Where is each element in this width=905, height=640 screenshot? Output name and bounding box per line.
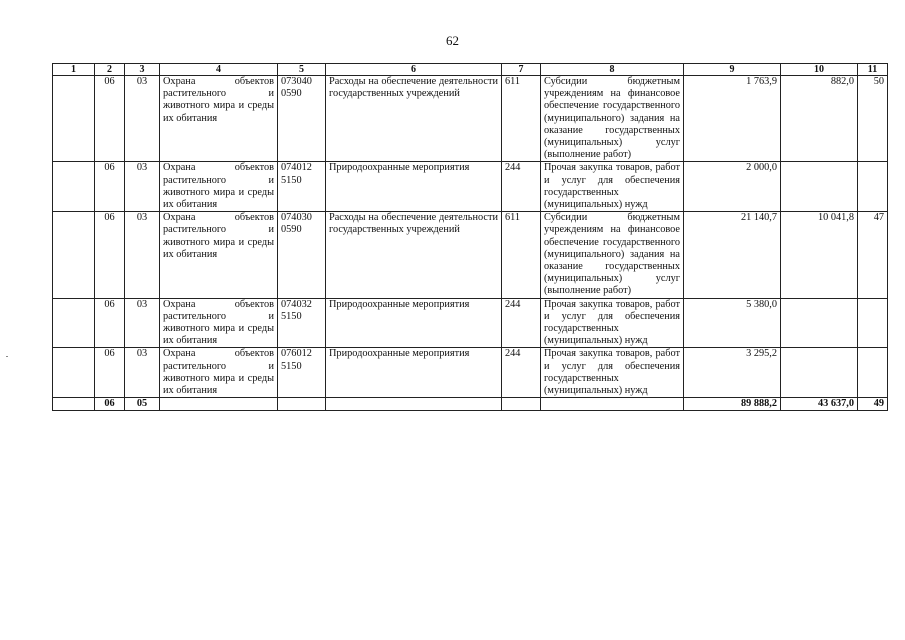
cell-expense-name: Субсидии бюджетным учреждениям на финансовое обеспечение государственного (муниципального) задания на оказание государственных (муниципальных) услуг (выполнение работ) xyxy=(541,212,684,298)
cell-col1 xyxy=(53,298,95,348)
cell-target-name: Расходы на обеспечение деятельности государственных учреждений xyxy=(326,76,502,162)
cell-percent xyxy=(858,162,888,212)
header-cell: 4 xyxy=(160,64,278,76)
header-cell: 2 xyxy=(95,64,125,76)
cell-subsection: 03 xyxy=(125,212,160,298)
cell-section: 06 xyxy=(95,162,125,212)
cell-section-name: Охрана объектов растительного и животного мира и среды их обитания xyxy=(160,298,278,348)
cell-target-code: 076012 5150 xyxy=(278,348,326,398)
scan-mark xyxy=(6,356,8,357)
cell-percent: 50 xyxy=(858,76,888,162)
total-actual: 43 637,0 xyxy=(781,398,858,411)
header-cell: 6 xyxy=(326,64,502,76)
cell-section-name: Охрана объектов растительного и животного мира и среды их обитания xyxy=(160,348,278,398)
cell-subsection: 03 xyxy=(125,298,160,348)
total-row xyxy=(53,398,888,411)
header-cell: 9 xyxy=(684,64,781,76)
cell-plan: 2 000,0 xyxy=(684,162,781,212)
cell-target-code: 074030 0590 xyxy=(278,212,326,298)
cell-col1 xyxy=(53,398,95,411)
cell-expense-code: 611 xyxy=(502,76,541,162)
cell-section: 06 xyxy=(95,398,125,411)
table-row xyxy=(53,212,888,298)
cell-col1 xyxy=(53,76,95,162)
cell-subsection: 03 xyxy=(125,76,160,162)
header-cell: 1 xyxy=(53,64,95,76)
cell-subsection: 05 xyxy=(125,398,160,411)
cell-target-name xyxy=(326,398,502,411)
cell-section: 06 xyxy=(95,298,125,348)
cell-percent xyxy=(858,298,888,348)
cell-actual xyxy=(781,348,858,398)
cell-target-code: 074032 5150 xyxy=(278,298,326,348)
cell-expense-code: 611 xyxy=(502,212,541,298)
header-cell: 3 xyxy=(125,64,160,76)
cell-expense-code xyxy=(502,398,541,411)
header-cell: 7 xyxy=(502,64,541,76)
cell-plan: 21 140,7 xyxy=(684,212,781,298)
table-row xyxy=(53,76,888,162)
cell-section-name xyxy=(160,398,278,411)
cell-section-name: Охрана объектов растительного и животного мира и среды их обитания xyxy=(160,212,278,298)
cell-target-name: Природоохранные мероприятия xyxy=(326,162,502,212)
cell-target-code: 073040 0590 xyxy=(278,76,326,162)
cell-target-name: Природоохранные мероприятия xyxy=(326,298,502,348)
cell-percent: 47 xyxy=(858,212,888,298)
cell-expense-code: 244 xyxy=(502,348,541,398)
cell-col1 xyxy=(53,162,95,212)
header-cell: 8 xyxy=(541,64,684,76)
cell-expense-name: Субсидии бюджетным учреждениям на финансовое обеспечение государственного (муниципального) задания на оказание государственных (муниципальных) услуг (выполнение работ) xyxy=(541,76,684,162)
header-row xyxy=(53,64,888,76)
budget-table xyxy=(52,63,888,411)
table-row xyxy=(53,348,888,398)
cell-subsection: 03 xyxy=(125,348,160,398)
header-cell: 11 xyxy=(858,64,888,76)
cell-section-name: Охрана объектов растительного и животного мира и среды их обитания xyxy=(160,76,278,162)
cell-actual: 882,0 xyxy=(781,76,858,162)
cell-actual xyxy=(781,162,858,212)
cell-target-code: 074012 5150 xyxy=(278,162,326,212)
cell-target-name: Природоохранные мероприятия xyxy=(326,348,502,398)
cell-target-code xyxy=(278,398,326,411)
header-cell: 5 xyxy=(278,64,326,76)
cell-section-name: Охрана объектов растительного и животного мира и среды их обитания xyxy=(160,162,278,212)
page-number: 62 xyxy=(446,33,459,48)
cell-expense-name xyxy=(541,398,684,411)
cell-plan: 5 380,0 xyxy=(684,298,781,348)
cell-actual xyxy=(781,298,858,348)
cell-expense-code: 244 xyxy=(502,298,541,348)
cell-subsection: 03 xyxy=(125,162,160,212)
cell-section: 06 xyxy=(95,212,125,298)
header-cell: 10 xyxy=(781,64,858,76)
table-row xyxy=(53,162,888,212)
total-plan: 89 888,2 xyxy=(684,398,781,411)
cell-actual: 10 041,8 xyxy=(781,212,858,298)
cell-plan: 1 763,9 xyxy=(684,76,781,162)
total-percent: 49 xyxy=(858,398,888,411)
cell-section: 06 xyxy=(95,348,125,398)
cell-col1 xyxy=(53,212,95,298)
cell-expense-name: Прочая закупка товаров, работ и услуг для обеспечения государственных (муниципальных) нужд xyxy=(541,162,684,212)
cell-percent xyxy=(858,348,888,398)
cell-col1 xyxy=(53,348,95,398)
cell-expense-name: Прочая закупка товаров, работ и услуг для обеспечения государственных (муниципальных) нужд xyxy=(541,348,684,398)
cell-plan: 3 295,2 xyxy=(684,348,781,398)
cell-section: 06 xyxy=(95,76,125,162)
cell-expense-name: Прочая закупка товаров, работ и услуг для обеспечения государственных (муниципальных) нужд xyxy=(541,298,684,348)
cell-target-name: Расходы на обеспечение деятельности государственных учреждений xyxy=(326,212,502,298)
table-row xyxy=(53,298,888,348)
cell-expense-code: 244 xyxy=(502,162,541,212)
